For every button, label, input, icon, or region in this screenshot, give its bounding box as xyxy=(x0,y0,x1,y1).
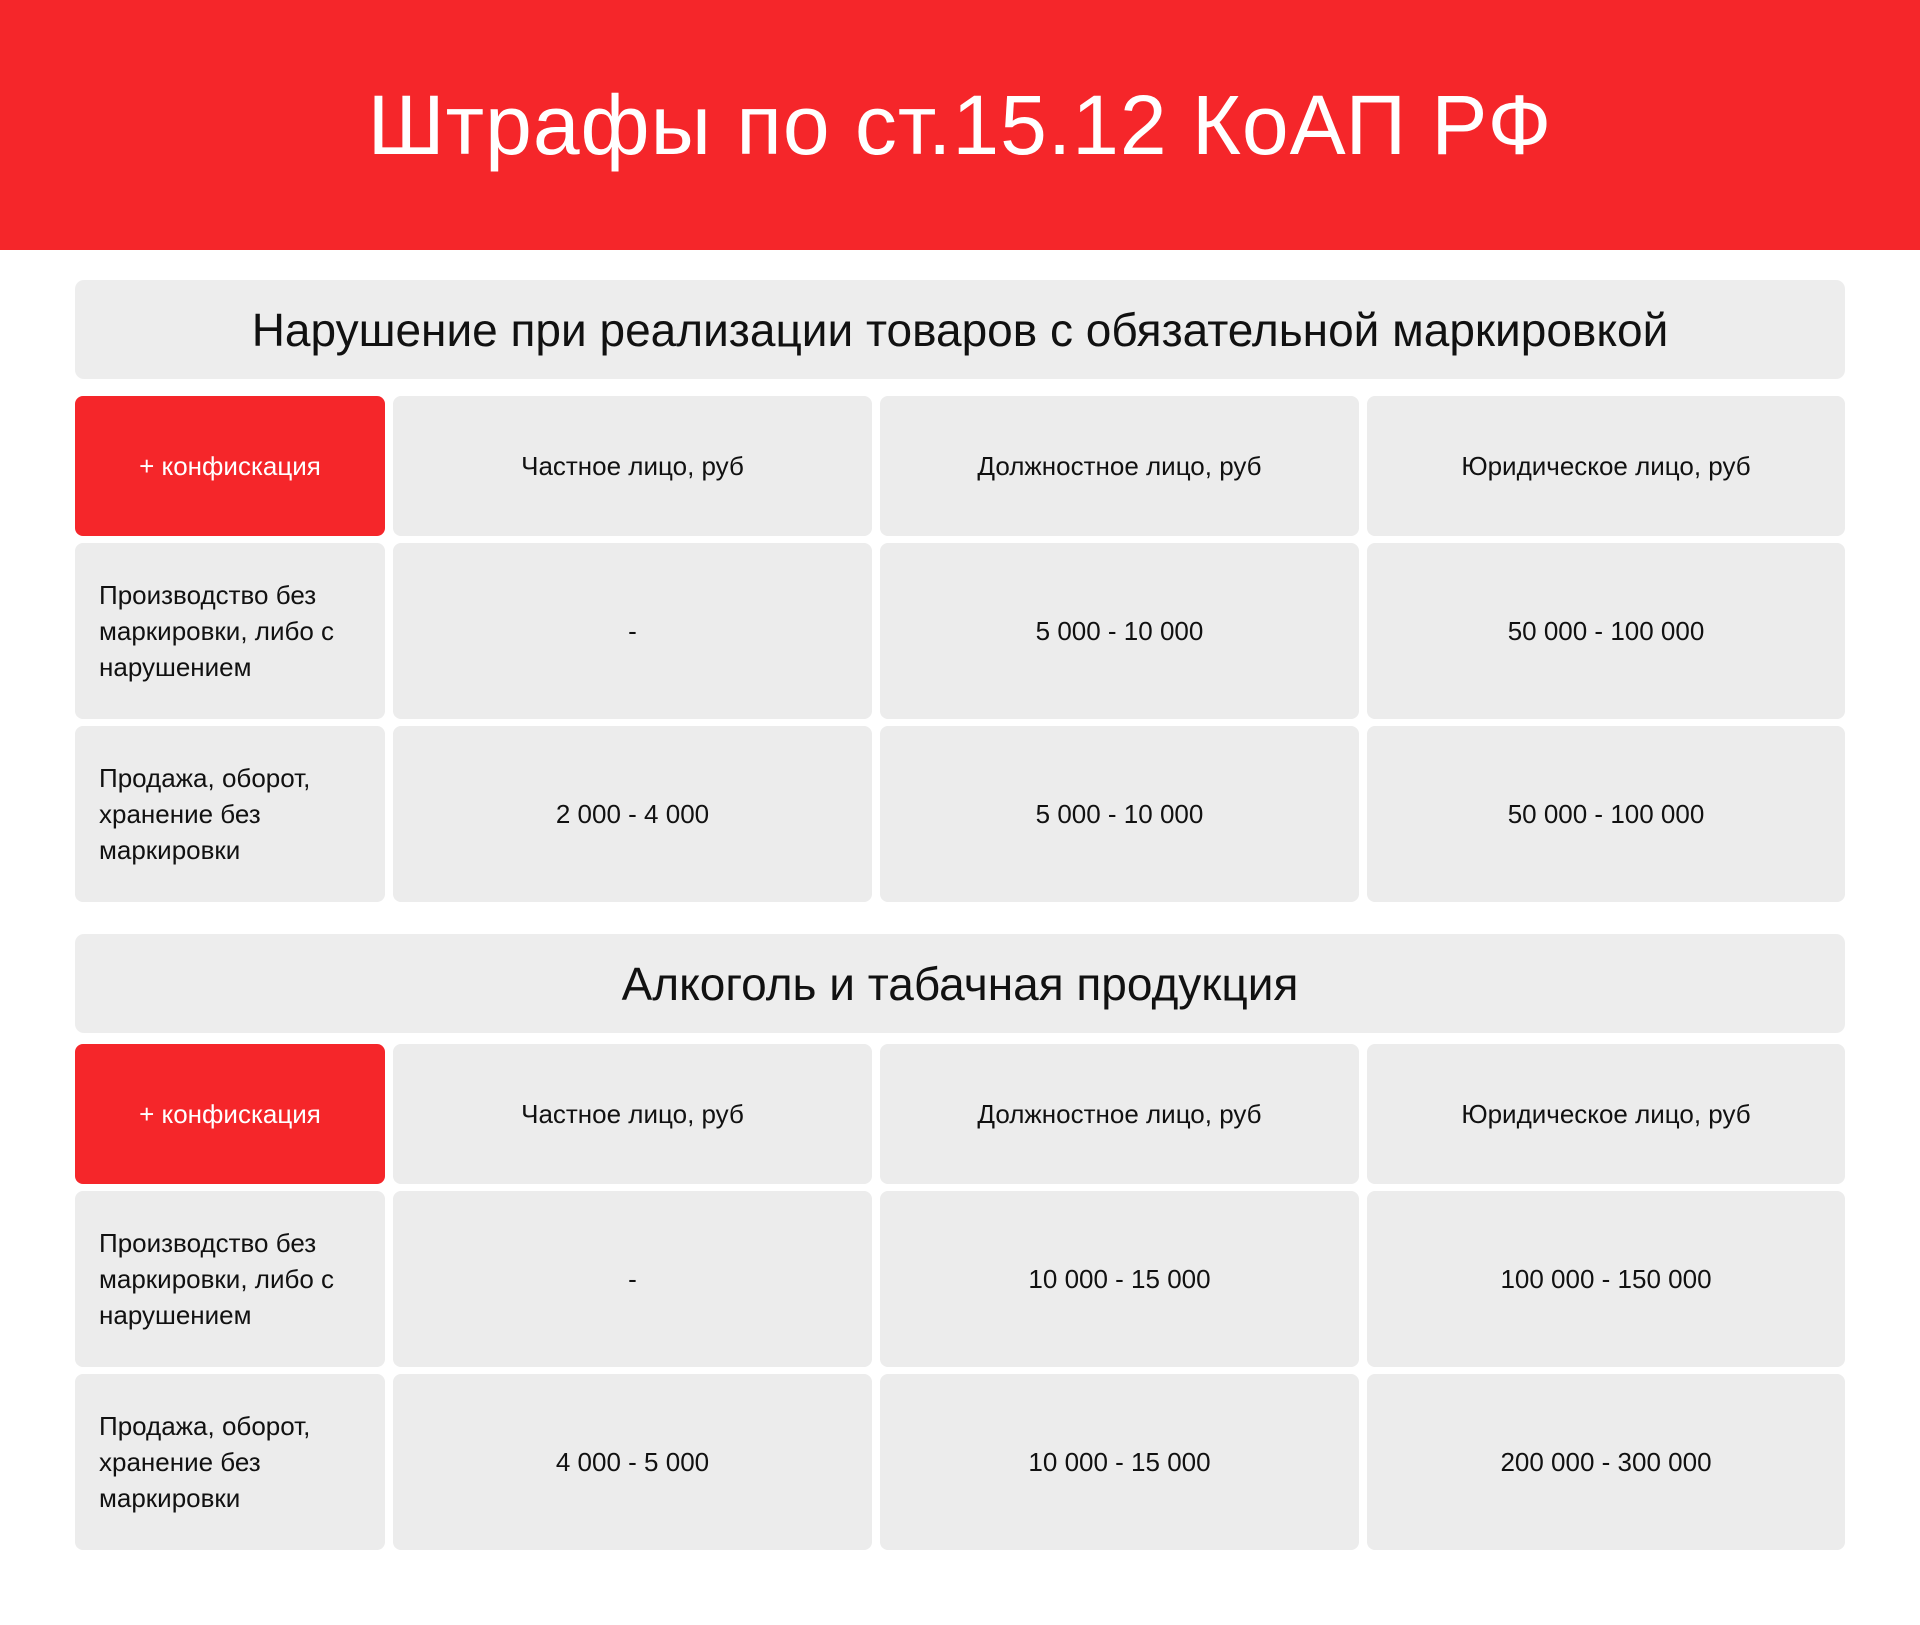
row-label-sale: Продажа, оборот, хранение без маркировки xyxy=(75,1374,385,1550)
confiscation-badge: + конфискация xyxy=(75,1044,385,1184)
column-header-legal-entity: Юридическое лицо, руб xyxy=(1367,396,1845,536)
fines-section-marking xyxy=(75,280,1845,902)
row-label-production: Производство без маркировки, либо с нарушением xyxy=(75,1191,385,1367)
row-label-sale: Продажа, оборот, хранение без маркировки xyxy=(75,726,385,902)
fines-table xyxy=(75,1044,1845,1550)
section-title-box xyxy=(75,280,1845,379)
column-header-individual: Частное лицо, руб xyxy=(393,396,872,536)
fine-value-official: 10 000 - 15 000 xyxy=(880,1191,1359,1367)
column-header-official: Должностное лицо, руб xyxy=(880,1044,1359,1184)
section-title-box xyxy=(75,934,1845,1033)
fine-value-individual: 2 000 - 4 000 xyxy=(393,726,872,902)
column-header-official: Должностное лицо, руб xyxy=(880,396,1359,536)
section-title: Алкоголь и табачная продукция xyxy=(621,957,1299,1010)
fine-value-official: 10 000 - 15 000 xyxy=(880,1374,1359,1550)
fine-value-official: 5 000 - 10 000 xyxy=(880,543,1359,719)
row-label-production: Производство без маркировки, либо с нарушением xyxy=(75,543,385,719)
fine-value-legal-entity: 200 000 - 300 000 xyxy=(1367,1374,1845,1550)
fine-value-individual: 4 000 - 5 000 xyxy=(393,1374,872,1550)
fine-value-individual: - xyxy=(393,1191,872,1367)
fine-value-legal-entity: 100 000 - 150 000 xyxy=(1367,1191,1845,1367)
section-title: Нарушение при реализации товаров с обязательной маркировкой xyxy=(251,303,1669,356)
fine-value-individual: - xyxy=(393,543,872,719)
fine-value-official: 5 000 - 10 000 xyxy=(880,726,1359,902)
page-title: Штрафы по ст.15.12 КоАП РФ xyxy=(367,77,1553,172)
fines-section-alcohol-tobacco xyxy=(75,934,1845,1550)
confiscation-badge: + конфискация xyxy=(75,396,385,536)
page-header xyxy=(0,0,1920,250)
fines-table xyxy=(75,396,1845,902)
column-header-individual: Частное лицо, руб xyxy=(393,1044,872,1184)
fine-value-legal-entity: 50 000 - 100 000 xyxy=(1367,726,1845,902)
fine-value-legal-entity: 50 000 - 100 000 xyxy=(1367,543,1845,719)
column-header-legal-entity: Юридическое лицо, руб xyxy=(1367,1044,1845,1184)
